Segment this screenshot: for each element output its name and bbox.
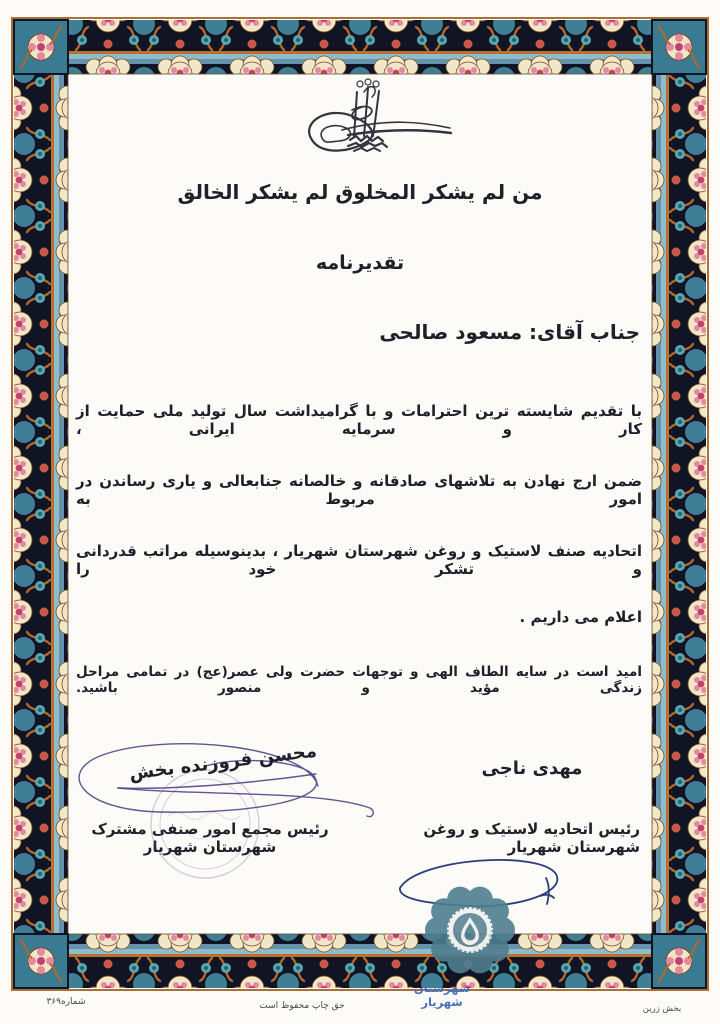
closing-blessing-line: امید است در سایه الطاف الهی و توجهات حضرت ولی عصر(عج) در تمامی مراحل زندگی مؤید و منصور باشید. [76, 664, 642, 696]
recipient-name-line: جناب آقای: مسعود صالحی [379, 320, 640, 344]
copyright-note: حق چاپ محفوظ است [259, 1001, 345, 1011]
bismillah-tughra-calligraphy-icon [298, 78, 454, 178]
signatory-left-name: محسن فروزنده بخش [128, 740, 318, 785]
serial-number: شماره۳۶۹ [46, 997, 86, 1007]
body-line-1: با تقدیم شایسته ترین احترامات و با گرامیداشت سال تولید ملی حمایت از کار و سرمایه ایرانی ، [76, 402, 642, 438]
body-line-4: اعلام می داریم . [519, 608, 642, 626]
signatory-right-name: مهدی ناجی [481, 758, 583, 779]
district-label: بخش زرین [642, 1004, 682, 1014]
body-line-2: ضمن ارج نهادن به تلاشهای صادقانه و خالصانه جنابعالی و یاری رساندن در امور مربوط به [76, 472, 642, 508]
signatory-right-title: رئیس اتحادیه لاستیک و روغن شهرستان شهریار [423, 820, 640, 856]
hadith-line: من لم یشکر المخلوق لم یشکر الخالق [177, 180, 543, 204]
county-label: شهرستان شهریار [413, 981, 471, 1009]
certificate-title: تقدیرنامه [315, 252, 405, 274]
body-line-3: اتحادیه صنف لاستیک و روغن شهرستان شهریار ، بدینوسیله مراتب قدردانی و تشکر خود را [76, 542, 642, 578]
signatory-left-title: رئیس مجمع امور صنفی مشترک شهرستان شهریار [91, 820, 329, 856]
